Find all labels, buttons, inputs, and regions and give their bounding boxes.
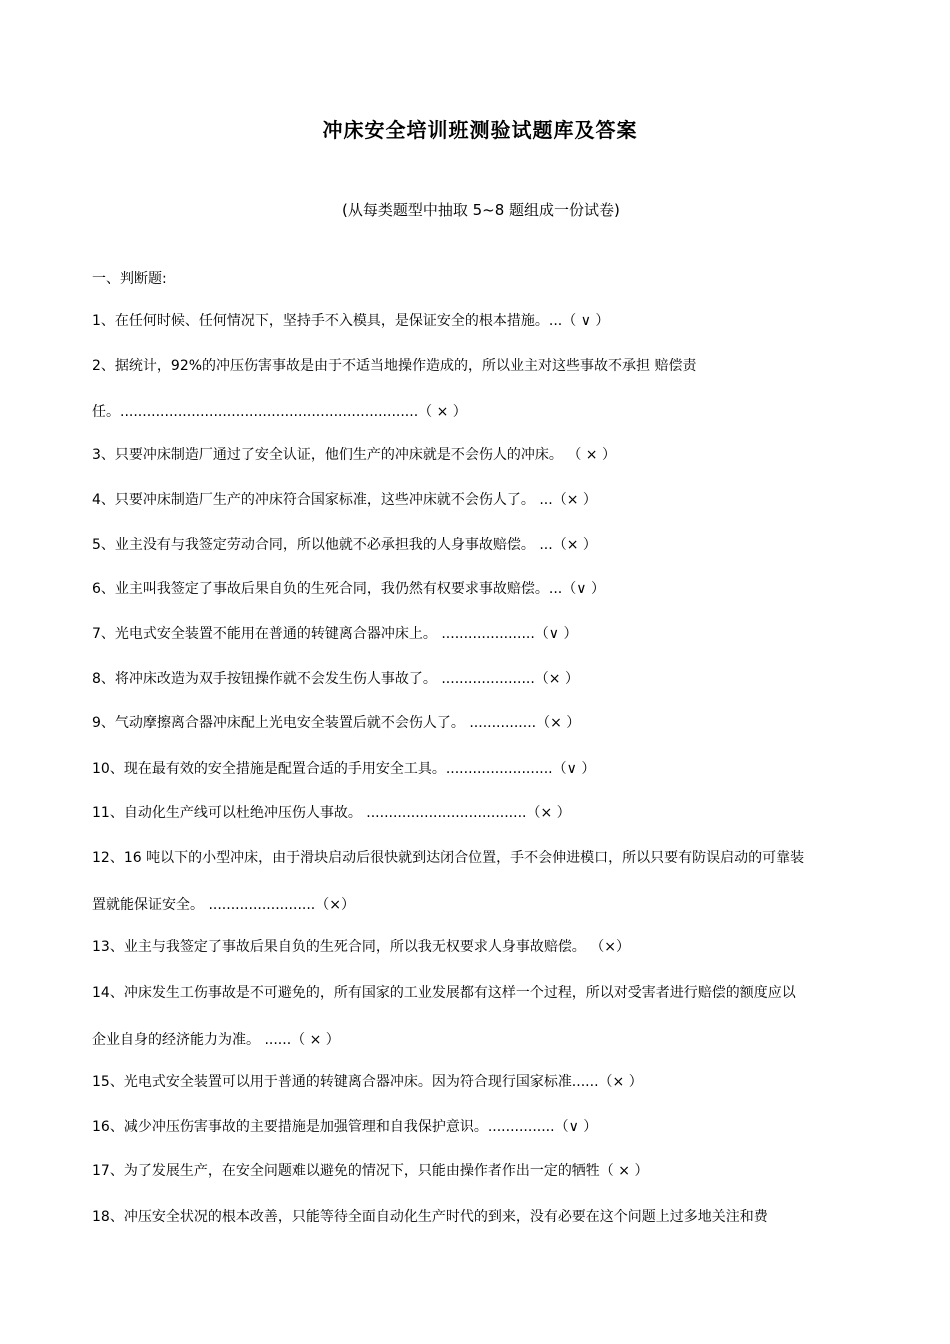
question-line: 13、业主与我签定了事故后果自负的生死合同，所以我无权要求人身事故赔偿。 （×） xyxy=(92,939,630,955)
question-line: 10、现在最有效的安全措施是配置合适的手用安全工具。........................（∨ ） xyxy=(92,761,596,777)
section-heading: 一、判断题: xyxy=(92,271,167,287)
question-line: 8、将冲床改造为双手按钮操作就不会发生伤人事故了。 .....................（× ） xyxy=(92,671,579,687)
question-line: 4、只要冲床制造厂生产的冲床符合国家标准，这些冲床就不会伤人了。 ...（× ） xyxy=(92,492,597,508)
question-line: 11、自动化生产线可以杜绝冲压伤人事故。 ....................................（× ） xyxy=(92,805,571,821)
document-title: 冲床安全培训班测验试题库及答案 xyxy=(322,118,638,142)
question-line: 17、为了发展生产，在安全问题难以避免的情况下，只能由操作者作出一定的牺牲（ × ） xyxy=(92,1163,649,1179)
question-line: 14、冲床发生工伤事故是不可避免的，所有国家的工业发展都有这样一个过程，所以对受害者进行赔偿的额度应以 xyxy=(92,985,796,1001)
question-line: 1、在任何时候、任何情况下，坚持手不入模具，是保证安全的根本措施。...（ ∨ ） xyxy=(92,313,610,329)
question-line: 6、业主叫我签定了事故后果自负的生死合同，我仍然有权要求事故赔偿。...（∨ ） xyxy=(92,581,605,597)
question-line: 3、只要冲床制造厂通过了安全认证，他们生产的冲床就是不会伤人的冲床。 （ × ） xyxy=(92,447,616,463)
question-line: 16、减少冲压伤害事故的主要措施是加强管理和自我保护意识。...............（∨ ） xyxy=(92,1119,598,1135)
question-line: 7、光电式安全装置不能用在普通的转键离合器冲床上。 .....................（∨ ） xyxy=(92,626,578,642)
question-line: 企业自身的经济能力为准。 ......（ × ） xyxy=(92,1032,340,1048)
question-line: 15、光电式安全装置可以用于普通的转键离合器冲床。因为符合现行国家标准......（× ） xyxy=(92,1074,643,1090)
question-line: 9、气动摩擦离合器冲床配上光电安全装置后就不会伤人了。 ...............（× ） xyxy=(92,715,581,731)
question-line: 2、据统计，92%的冲压伤害事故是由于不适当地操作造成的，所以业主对这些事故不承担 赔偿责 xyxy=(92,358,697,374)
question-line: 18、冲压安全状况的根本改善，只能等待全面自动化生产时代的到来，没有必要在这个问题上过多地关注和费 xyxy=(92,1209,768,1225)
question-line: 5、业主没有与我签定劳动合同，所以他就不必承担我的人身事故赔偿。 ...（× ） xyxy=(92,537,597,553)
question-line: 置就能保证安全。 ........................（×） xyxy=(92,897,355,913)
question-line: 12、16 吨以下的小型冲床，由于滑块启动后很快就到达闭合位置，手不会伸进模口，所以只要有防误启动的可靠装 xyxy=(92,850,805,866)
question-line: 任。...................................................................（ × ） xyxy=(92,404,467,420)
document-subtitle: (从每类题型中抽取 5~8 题组成一份试卷) xyxy=(342,201,620,219)
